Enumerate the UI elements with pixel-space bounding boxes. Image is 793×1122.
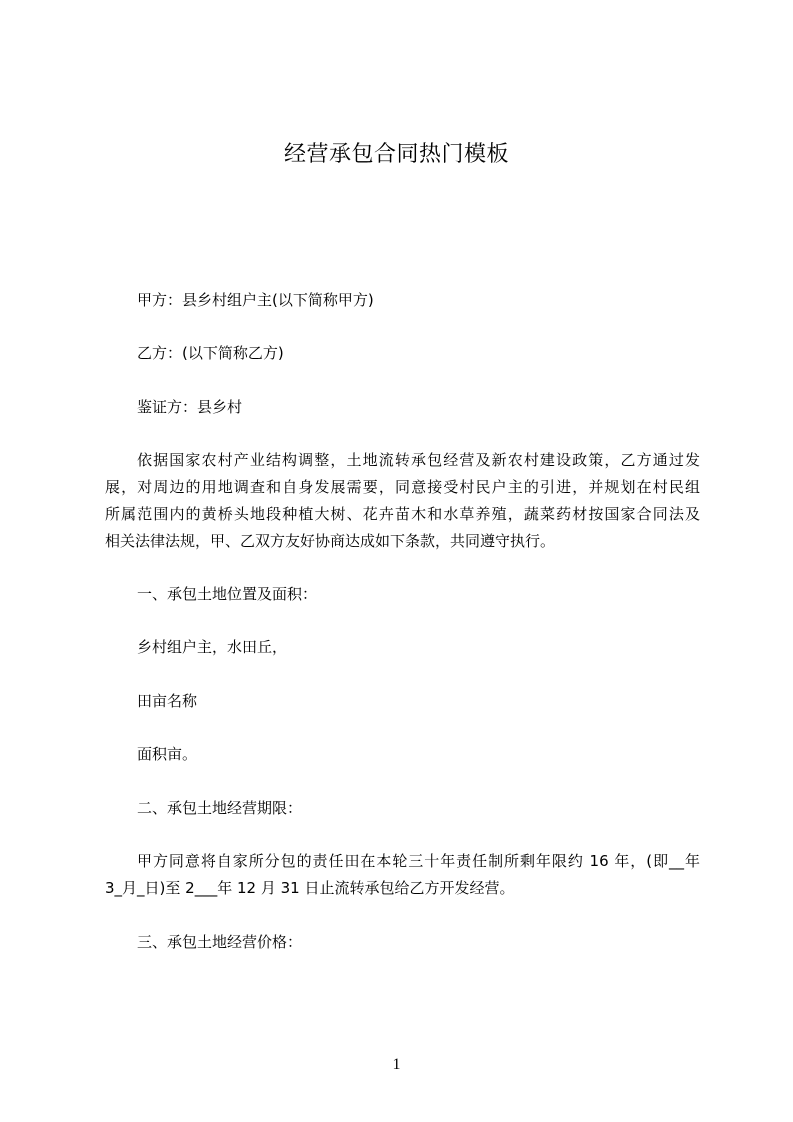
section-body-line: 甲方同意将自家所分包的责任田在本轮三十年责任制所剩年限约 16 年，(即__年 — [137, 852, 700, 870]
preamble-line: 所属范围内的黄桥头地段种植大树、花卉苗木和水草养殖，蔬菜药材按国家合同法及 — [105, 505, 700, 523]
party-b-line: 乙方：(以下简称乙方) — [137, 344, 284, 362]
party-a-line: 甲方：县乡村组户主(以下简称甲方) — [137, 291, 374, 309]
section-line: 乡村组户主，水田丘， — [137, 638, 288, 656]
section-line: 面积亩。 — [137, 745, 198, 763]
preamble-line: 相关法律法规，甲、乙双方友好协商达成如下条款，共同遵守执行。 — [105, 532, 556, 550]
document-title: 经营承包合同热门模板 — [283, 142, 509, 167]
section-body-line: 3_月_日)至 2___年 12 月 31 日止流转承包给乙方开发经营。 — [105, 879, 515, 897]
preamble-line: 依据国家农村产业结构调整，土地流转承包经营及新农村建设政策，乙方通过发 — [137, 451, 700, 469]
witness-line: 鉴证方：县乡村 — [137, 398, 243, 416]
page-number: 1 — [392, 1056, 401, 1073]
section-heading: 一、承包土地位置及面积： — [137, 585, 318, 603]
preamble-line: 展，对周边的用地调查和自身发展需要，同意接受村民户主的引进，并规划在村民组 — [105, 478, 700, 496]
section-line: 田亩名称 — [137, 692, 198, 710]
section-heading: 三、承包土地经营价格： — [137, 933, 303, 951]
section-heading: 二、承包土地经营期限： — [137, 799, 303, 817]
